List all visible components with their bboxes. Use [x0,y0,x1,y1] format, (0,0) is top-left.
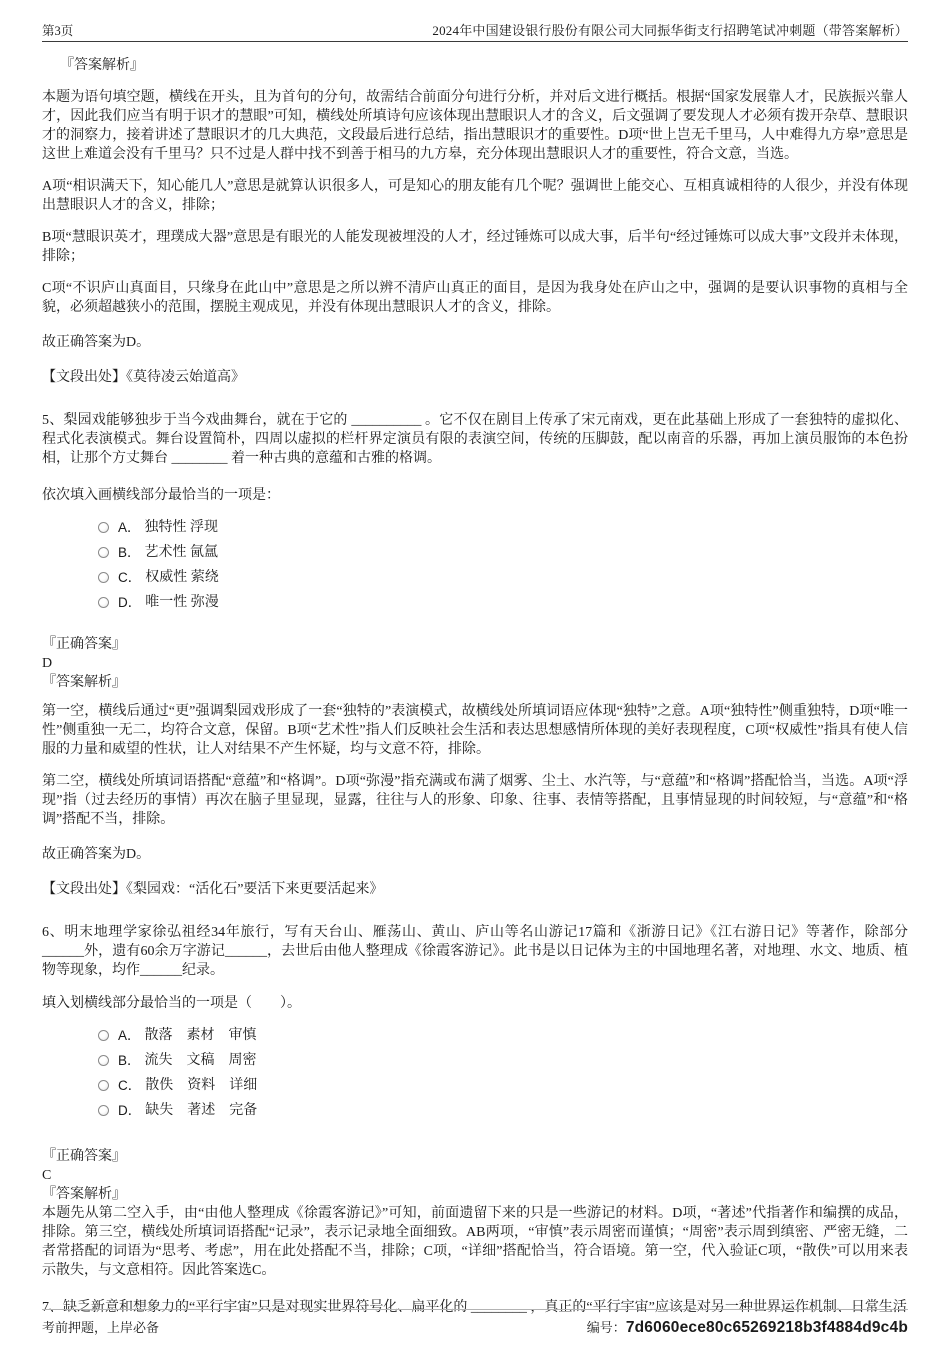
serial-label: 编号： [586,1320,626,1335]
radio-icon[interactable] [98,597,109,608]
option-a[interactable] [98,1023,908,1048]
option-key: A． [118,1028,141,1043]
radio-icon[interactable] [98,547,109,558]
answer-analysis-label: 『答案解析』 [42,675,126,690]
question-5-prompt: 依次填入画横线部分最恰当的一项是： [42,488,280,503]
option-key: B． [118,545,141,560]
answer-analysis-label: 『答案解析』 [42,1187,126,1202]
option-d[interactable] [98,1098,908,1123]
radio-icon[interactable] [98,1055,109,1066]
question-5-text: 5、梨园戏能够独步于当今戏曲舞台，就在于它的 __________ 。它不仅在剧目上传承了宋元南戏，更在此基础上形成了一套独特的虚拟化、程式化表演模式。舞台设置简朴，四周以虚拟的栏杆界定演员有限的表演空间，传统的压脚鼓，配以南音的乐器，再加上演员服饰的本色扮相，让那个方丈舞台 ________ 着一种古典的意蕴和古雅的格调。 [42,413,908,466]
radio-icon[interactable] [98,1030,109,1041]
option-label: 唯一性 弥漫 [145,595,219,610]
option-label: 艺术性 氤氲 [144,545,219,560]
option-key: D． [118,595,142,610]
radio-icon[interactable] [98,1080,109,1091]
option-a[interactable] [98,515,908,540]
option-label: 独特性 浮现 [144,520,219,535]
option-label: 缺失 著述 完备 [145,1103,258,1118]
option-key: C． [118,570,142,585]
page-content [42,56,908,1317]
option-b[interactable] [98,540,908,565]
option-label: 流失 文稿 周密 [144,1053,257,1068]
question-6-options [42,1023,908,1123]
conclusion-text: 故正确答案为D。 [42,335,151,350]
conclusion-text: 故正确答案为D。 [42,847,151,862]
serial-value: 7d6060ece80c65269218b3f4884d9c4b [625,1319,908,1336]
question-5-options [42,515,908,615]
option-label: 权威性 萦绕 [145,570,219,585]
option-key: C． [118,1078,142,1093]
question-6-text: 6、明末地理学家徐弘祖经34年旅行，写有天台山、雁荡山、黄山、庐山等名山游记17篇和《浙游日记》《江右游日记》等著作，除部分______外，遗有60余万字游记______，去世后由他人整理成《徐霞客游记》。此书是以日记体为主的中国地理名著，对地理、水文、地质、植物等现象，均作______纪录。 [42,925,908,978]
analysis-paragraph: 本题先从第二空入手，由“由他人整理成《徐霞客游记》”可知，前面遗留下来的只是一些游记的材料。D项，“著述”代指著作和编撰的成品，排除。第三空，横线处所填词语搭配“记录”，表示记录地全面细致。AB两项，“审慎”表示周密而谨慎；“周密”表示周到缜密、严密无缝，二者常搭配的词语为“思考、考虑”，用在此处搭配不当，排除；C项，“详细”搭配恰当，符合语境。第一空，代入验证C项，“散佚”可以用来表示散失，与文意相符。因此答案选C。 [42,1206,908,1278]
option-label: 散落 素材 审慎 [144,1028,257,1043]
analysis-paragraph-option-c: C项“不识庐山真面目，只缘身在此山中”意思是之所以辨不清庐山真正的面目，是因为我身处在庐山之中，强调的是要认识事物的真相与全貌，必须超越狭小的范围，摆脱主观成见，并没有体现出慧眼识人才的含义，排除。 [42,281,908,315]
option-key: B． [118,1053,141,1068]
analysis-paragraph-option-b: B项“慧眼识英才，理璞成大器”意思是有眼光的人能发现被埋没的人才，经过锤炼可以成大事，后半句“经过锤炼可以成大事”文段并未体现，排除； [42,230,908,264]
source-reference: 【文段出处】《梨园戏：“活化石”要活下来更要活起来》 [42,882,384,897]
correct-answer-value: D [42,656,53,671]
option-b[interactable] [98,1048,908,1073]
option-d[interactable] [98,590,908,615]
analysis-paragraph: 本题为语句填空题，横线在开头，且为首句的分句，故需结合前面分句进行分析，并对后文进行概括。根据“国家发展靠人才，民族振兴靠人才，因此我们应当有明于识才的慧眼”可知，横线处所填诗句应该体现出慧眼识人才的含义，后文强调了要发现人才必须有拨开杂草、慧眼识才的洞察力，接着讲述了慧眼识才的几大典范，文段最后进行总结，指出慧眼识才的重要性。D项“世上岂无千里马，人中难得九方皋”意思是这世上难道会没有千里马？只不过是人群中找不到善于相马的九方皋，充分体现出慧眼识人才的重要性，符合文意，当选。 [42,90,908,162]
doc-title: 2024年中国建设银行股份有限公司大同振华街支行招聘笔试冲刺题（带答案解析） [432,23,908,38]
page-header [42,0,908,42]
option-key: D． [118,1103,142,1118]
correct-answer-label: 『正确答案』 [42,637,126,652]
serial-number [587,1317,908,1337]
option-key: A． [118,520,141,535]
radio-icon[interactable] [98,572,109,583]
option-c[interactable] [98,565,908,590]
source-reference: 【文段出处】《莫待凌云始道高》 [42,370,245,385]
radio-icon[interactable] [98,1105,109,1116]
footer-slogan: 考前押题，上岸必备 [42,1320,160,1335]
option-c[interactable] [98,1073,908,1098]
question-7-text: 7、缺乏新意和想象力的“平行宇宙”只是对现实世界符号化、扁平化的 ________ ，真正的“平行宇宙”应该是对另一种世界运作机制、日常生活 [42,1300,907,1315]
page-number: 第3页 [42,24,74,38]
analysis-paragraph: 第二空，横线处所填词语搭配“意蕴”和“格调”。D项“弥漫”指充满或布满了烟雾、尘土、水汽等，与“意蕴”和“格调”搭配恰当，当选。A项“浮现”指（过去经历的事情）再次在脑子里显现，显露，往往与人的形象、印象、往事、表情等搭配，且事情显现的时间较短，与“意蕴”和“格调”搭配不当，排除。 [42,774,908,827]
correct-answer-value: C [42,1168,52,1183]
correct-answer-label: 『正确答案』 [42,1149,126,1164]
analysis-paragraph-option-a: A项“相识满天下，知心能几人”意思是就算认识很多人，可是知心的朋友能有几个呢？强调世上能交心、互相真诚相待的人很少，并没有体现出慧眼识人才的含义，排除； [42,179,908,213]
radio-icon[interactable] [98,522,109,533]
option-label: 散佚 资料 详细 [145,1078,258,1093]
question-6-prompt: 填入划横线部分最恰当的一项是（ ）。 [42,996,301,1011]
analysis-paragraph: 第一空，横线后通过“更”强调梨园戏形成了一套“独特的”表演模式，故横线处所填词语应体现“独特”之意。A项“独特性”侧重独特，D项“唯一性”侧重独一无二，均符合文意，保留。B项“艺术性”指人们反映社会生活和表达思想感情所体现的美好表现程度，C项“权威性”指具有使人信服的力量和威望的性状，让人对结果不产生怀疑，均与文意不符，排除。 [42,704,908,757]
page-footer [42,1309,908,1337]
answer-analysis-label: 『答案解析』 [60,58,144,73]
